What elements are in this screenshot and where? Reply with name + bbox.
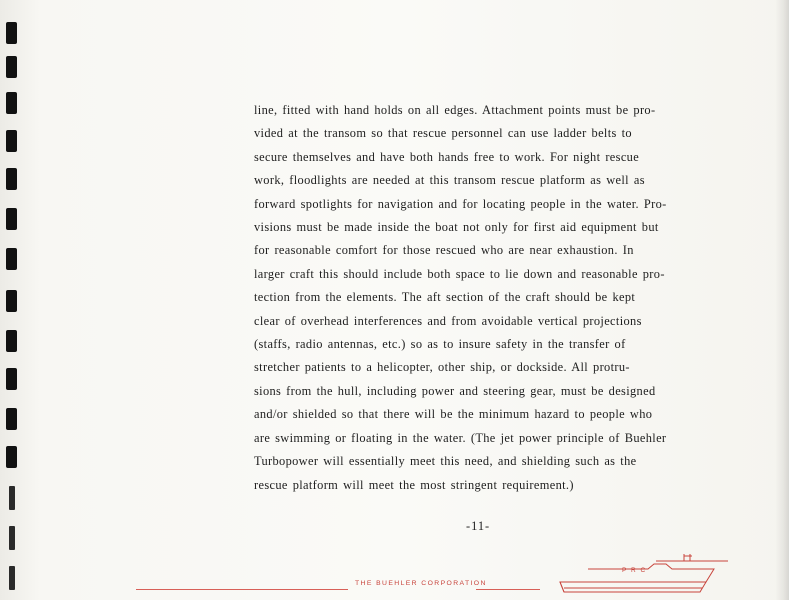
binding-ring [6, 446, 17, 468]
text-line: Turbopower will essentially meet this need, and shielding such as the [254, 454, 637, 469]
binding-ring [6, 208, 17, 230]
binding-ring [6, 330, 17, 352]
binding-ring [9, 526, 15, 550]
footer-company-name: THE BUEHLER CORPORATION [355, 580, 487, 587]
text-line: vided at the transom so that rescue personnel can use ladder belts to [254, 126, 632, 141]
text-line: line, fitted with hand holds on all edges. Attachment points must be pro- [254, 103, 656, 117]
binding-ring [6, 248, 17, 270]
binding-ring [6, 92, 17, 114]
text-line: sions from the hull, including power and steering gear, must be designed [254, 383, 656, 398]
spiral-binding [0, 0, 30, 600]
logo-text: P R C [622, 567, 647, 574]
binding-ring [6, 130, 17, 152]
page-edge-shadow [775, 0, 789, 600]
page-number: -11- [466, 519, 491, 533]
text-line: and/or shielded so that there will be the minimum hazard to people who [254, 407, 653, 422]
text-line: forward spotlights for navigation and for locating people in the water. Pro- [254, 196, 667, 211]
text-line: stretcher patients to a helicopter, other ship, or dockside. All protru- [254, 360, 630, 375]
binding-ring [6, 290, 17, 312]
text-line: work, floodlights are needed at this transom rescue platform as well as [254, 173, 645, 188]
binding-ring [9, 566, 15, 590]
text-line: for reasonable comfort for those rescued who are near exhaustion. In [254, 243, 634, 258]
body-paragraph [254, 99, 694, 497]
binding-ring [6, 56, 17, 78]
binding-ring [9, 486, 15, 510]
text-line: tection from the elements. The aft section of the craft should be kept [254, 290, 636, 305]
binding-ring [6, 22, 17, 44]
binding-ring [6, 168, 17, 190]
binding-ring [6, 368, 17, 390]
text-line: (staffs, radio antennas, etc.) so as to insure safety in the transfer of [254, 337, 626, 352]
footer-rule-left [136, 589, 348, 590]
boat-logo-icon [556, 552, 732, 596]
text-line: visions must be made inside the boat not only for first aid equipment but [254, 220, 659, 235]
footer-rule-right [476, 589, 540, 590]
text-line: secure themselves and have both hands free to work. For night rescue [254, 149, 640, 164]
text-line: larger craft this should include both space to lie down and reasonable pro- [254, 266, 665, 281]
text-line: are swimming or floating in the water. (The jet power principle of Buehler [254, 430, 667, 445]
binding-ring [6, 408, 17, 430]
text-line: rescue platform will meet the most stringent requirement.) [254, 477, 574, 492]
text-line: clear of overhead interferences and from avoidable vertical projections [254, 313, 642, 328]
